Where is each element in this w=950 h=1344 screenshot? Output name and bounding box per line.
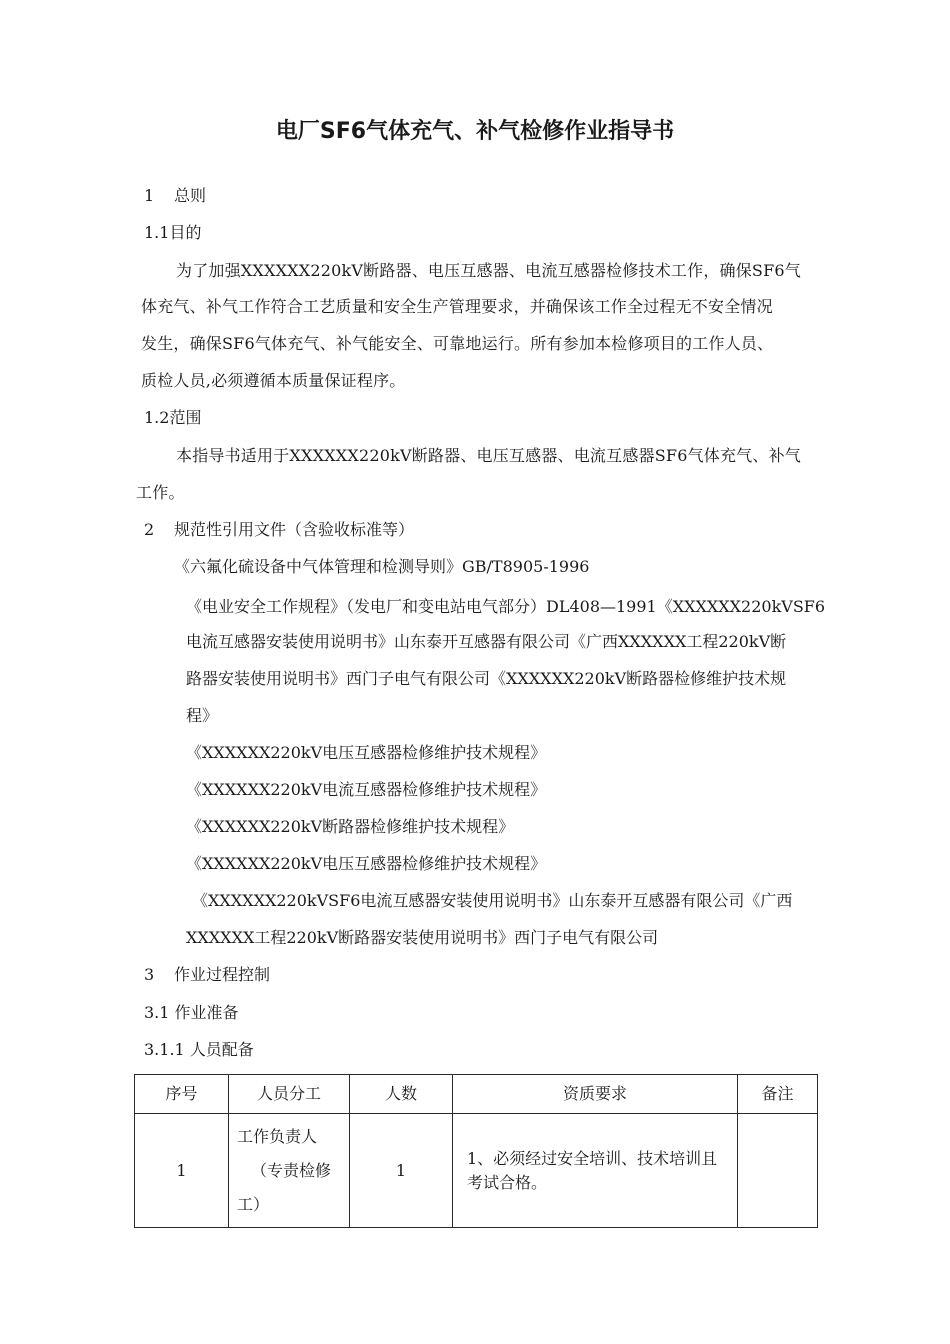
table-row bbox=[135, 1114, 818, 1228]
reference-line: 《XXXXXX220kVSF6电流互感器安装使用说明书》山东泰开互感器有限公司《广西 bbox=[192, 891, 793, 910]
header-seq: 序号 bbox=[135, 1075, 229, 1114]
reference-line: 《六氟化硫设备中气体管理和检测导则》GB/T8905-1996 bbox=[174, 557, 590, 576]
header-note: 备注 bbox=[738, 1075, 818, 1114]
section-1-1-heading: 1.1目的 bbox=[144, 223, 202, 242]
header-count: 人数 bbox=[350, 1075, 453, 1114]
reference-line: 《XXXXXX220kV断路器检修维护技术规程》 bbox=[186, 817, 515, 836]
section-1-number: 1 bbox=[144, 186, 155, 205]
role-line: 工作负责人 bbox=[237, 1126, 318, 1146]
cell-count: 1 bbox=[350, 1114, 453, 1228]
purpose-line: 发生，确保SF6气体充气、补气能安全、可靠地运行。所有参加本检修项目的工作人员、 bbox=[141, 334, 774, 353]
purpose-line: 体充气、补气工作符合工艺质量和安全生产管理要求，并确保该工作全过程无不安全情况 bbox=[141, 297, 773, 316]
reference-line: 《XXXXXX220kV电流互感器检修维护技术规程》 bbox=[186, 780, 547, 799]
cell-requirement: 1、必须经过安全培训、技术培训且考试合格。 bbox=[453, 1114, 738, 1228]
reference-line: 《电业安全工作规程》（发电厂和变电站电气部分）DL408—1991《XXXXXX220kVSF6 bbox=[186, 597, 826, 616]
reference-line: 路器安装使用说明书》西门子电气有限公司《XXXXXX220kV断路器检修维护技术规 bbox=[186, 669, 787, 688]
role-line: 工） bbox=[237, 1194, 270, 1214]
cell-role bbox=[229, 1114, 350, 1228]
section-3-1-1-heading: 3.1.1 人员配备 bbox=[144, 1040, 254, 1059]
reference-line: 程》 bbox=[186, 706, 219, 725]
purpose-line: 质检人员,必须遵循本质量保证程序。 bbox=[141, 371, 406, 390]
cell-seq: 1 bbox=[135, 1114, 229, 1228]
section-3-heading: 作业过程控制 bbox=[174, 965, 271, 984]
section-2-number: 2 bbox=[144, 520, 155, 539]
header-requirement: 资质要求 bbox=[453, 1075, 738, 1114]
header-role: 人员分工 bbox=[229, 1075, 350, 1114]
section-1-2-heading: 1.2范围 bbox=[144, 408, 202, 427]
section-2-heading: 规范性引用文件（含验收标准等） bbox=[174, 520, 415, 539]
section-1-heading: 总则 bbox=[174, 186, 207, 205]
section-3-number: 3 bbox=[144, 965, 155, 984]
reference-line: 《XXXXXX220kV电压互感器检修维护技术规程》 bbox=[186, 854, 547, 873]
purpose-line: 为了加强XXXXXX220kV断路器、电压互感器、电流互感器检修技术工作，确保SF6气 bbox=[176, 261, 801, 280]
reference-line: 《XXXXXX220kV电压互感器检修维护技术规程》 bbox=[186, 743, 547, 762]
role-line: （专责检修 bbox=[251, 1160, 332, 1180]
reference-line: XXXXXX工程220kV断路器安装使用说明书》西门子电气有限公司 bbox=[186, 928, 659, 947]
table-header-row bbox=[135, 1075, 818, 1114]
reference-line: 电流互感器安装使用说明书》山东泰开互感器有限公司《广西XXXXXX工程220kV断 bbox=[186, 632, 787, 651]
scope-line: 工作。 bbox=[136, 483, 185, 502]
staff-allocation-table bbox=[134, 1074, 818, 1228]
cell-note bbox=[738, 1114, 818, 1228]
scope-line: 本指导书适用于XXXXXX220kV断路器、电压互感器、电流互感器SF6气体充气、补气 bbox=[176, 446, 801, 465]
document-title: 电厂SF6气体充气、补气检修作业指导书 bbox=[275, 119, 675, 144]
section-3-1-heading: 3.1 作业准备 bbox=[144, 1003, 239, 1022]
